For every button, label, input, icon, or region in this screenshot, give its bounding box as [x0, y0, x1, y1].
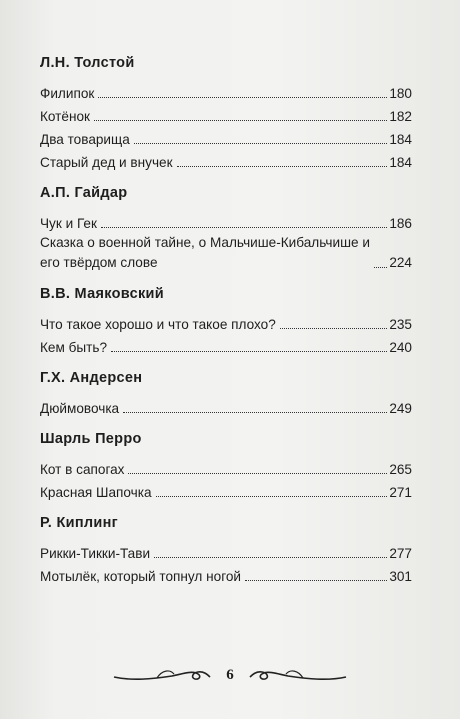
entry-title: Дюймовочка — [40, 401, 120, 416]
dot-leader — [123, 412, 387, 413]
entry-page: 271 — [389, 485, 412, 500]
toc-entry — [40, 80, 412, 103]
entry-title: Старый дед и внучек — [40, 155, 173, 170]
dot-leader — [156, 496, 388, 497]
dot-leader — [177, 166, 388, 167]
toc-entry — [40, 311, 412, 334]
toc-entry — [40, 395, 412, 418]
section-tolstoy — [40, 53, 412, 172]
entry-title: Кот в сапогах — [40, 462, 125, 477]
section-mayakovsky — [40, 284, 412, 357]
author-heading: Р. Киплинг — [40, 515, 118, 531]
toc-entry — [40, 149, 412, 172]
entry-page: 249 — [389, 401, 412, 416]
dot-leader — [134, 143, 388, 144]
entry-title: Что такое хорошо и что такое плохо? — [40, 317, 276, 332]
table-of-contents — [40, 44, 412, 597]
toc-entry — [40, 479, 412, 502]
section-andersen — [40, 368, 412, 418]
toc-entry — [40, 456, 412, 479]
entry-title: Сказка о военной тайне, о Мальчише-Кибальчише и его твёрдом слове — [40, 235, 370, 270]
entry-title: Красная Шапочка — [40, 485, 152, 500]
entry-page: 184 — [389, 155, 412, 170]
author-heading: Г.Х. Андерсен — [40, 370, 143, 386]
toc-entry — [40, 233, 412, 273]
toc-entry — [40, 563, 412, 586]
dot-leader — [280, 328, 388, 329]
entry-title: Филипок — [40, 86, 95, 101]
toc-entry — [40, 334, 412, 357]
author-heading: Л.Н. Толстой — [40, 55, 135, 71]
entry-title: Мотылёк, который топнул ногой — [40, 569, 242, 584]
entry-title: Кем быть? — [40, 340, 108, 355]
dot-leader — [245, 580, 387, 581]
section-kipling — [40, 513, 412, 586]
entry-page: 224 — [389, 255, 412, 270]
dot-leader — [111, 351, 387, 352]
entry-page: 301 — [389, 569, 412, 584]
entry-page: 240 — [389, 340, 412, 355]
left-flourish-icon — [112, 665, 212, 685]
entry-title: Котёнок — [40, 109, 90, 124]
entry-page: 277 — [389, 546, 412, 561]
section-perrault — [40, 429, 412, 502]
dot-leader — [128, 473, 387, 474]
dot-leader — [101, 227, 387, 228]
right-flourish-icon — [248, 665, 348, 685]
page-footer — [0, 660, 460, 690]
entry-page: 235 — [389, 317, 412, 332]
toc-entry — [40, 540, 412, 563]
entry-title: Чук и Гек — [40, 216, 97, 231]
entry-page: 180 — [389, 86, 412, 101]
toc-entry — [40, 210, 412, 233]
entry-page: 182 — [389, 109, 412, 124]
dot-leader — [98, 97, 387, 98]
dot-leader — [94, 120, 387, 121]
entry-page: 186 — [389, 216, 412, 231]
toc-entry — [40, 103, 412, 126]
dot-leader — [154, 557, 387, 558]
entry-page: 265 — [389, 462, 412, 477]
entry-title: Рикки-Тикки-Тави — [40, 546, 151, 561]
author-heading: Шарль Перро — [40, 431, 142, 447]
page-number: 6 — [226, 666, 234, 683]
author-heading: А.П. Гайдар — [40, 185, 128, 201]
toc-entry — [40, 126, 412, 149]
dot-leader — [374, 267, 387, 268]
section-gaidar — [40, 183, 412, 273]
entry-title: Два товарища — [40, 132, 130, 147]
entry-page: 184 — [389, 132, 412, 147]
author-heading: В.В. Маяковский — [40, 286, 164, 302]
